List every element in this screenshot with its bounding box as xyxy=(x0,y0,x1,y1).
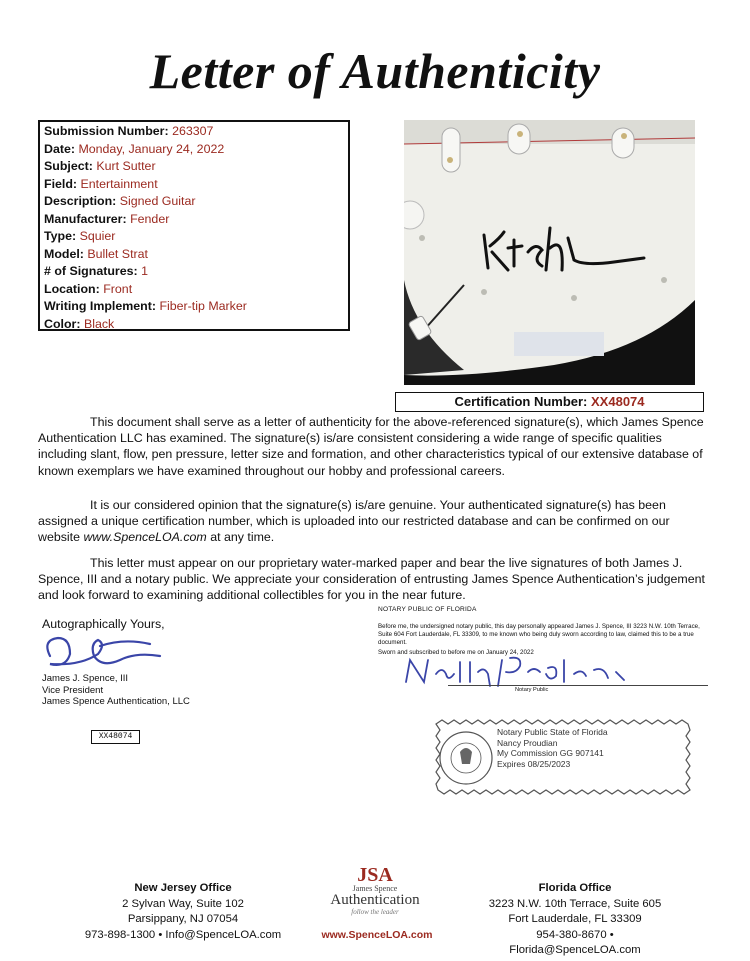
jsa-tagline: follow the leader xyxy=(351,908,399,916)
stamp-line-3: My Commission GG 907141 xyxy=(497,748,604,759)
spence-signature xyxy=(40,626,170,674)
signer-company: James Spence Authentication, LLC xyxy=(42,696,190,707)
info-label: Submission Number: xyxy=(44,124,169,138)
info-label: Color: xyxy=(44,316,81,331)
info-value: Entertainment xyxy=(80,176,158,191)
opinion-text: It is our considered opinion that the signature(s) is/are genuine. Your authenticated signature(s) has been assigned a unique certification number, which is uploaded into our restricted database and can be confirmed on our website xyxy=(38,498,670,545)
info-label: Location: xyxy=(44,281,100,296)
notary-sworn-date: Sworn and subscribed to before me on January 24, 2022 xyxy=(378,649,534,656)
notary-statement: Before me, the undersigned notary public, this day personally appeared James J. Spence, III 3223 N.W. 10th Terrace, Suite 604 Fort Lauderdale, FL 33309, to me known who being duly sworn according to law, claimed this to be a true document. xyxy=(378,623,700,647)
page-title: Letter of Authenticity xyxy=(149,43,601,99)
info-label: Subject: xyxy=(44,159,93,173)
authenticity-paragraph: This document shall serve as a letter of authenticity for the above-referenced signature(s), which James Spence Authentication LLC has examined. The signature(s) is/are consistent considering a wide range of specific qualities including slant, flow, pen pressure, letter size and formation, and other characteristics typical of our extensive database of known exemplars we have examined throughout our hobby and professional careers. xyxy=(38,415,704,478)
notary-signature-line xyxy=(448,685,708,686)
info-row xyxy=(44,246,344,264)
fl-office-head: Florida Office xyxy=(538,882,612,894)
info-value: Fender xyxy=(130,211,170,226)
nj-office-head: New Jersey Office xyxy=(134,882,232,894)
info-label: Manufacturer: xyxy=(44,211,127,226)
certification-number: XX48074 xyxy=(591,394,645,409)
stamp-line-2: Nancy Proudian xyxy=(497,737,558,748)
stamp-line-1: Notary Public State of Florida xyxy=(497,727,608,737)
opinion-paragraph xyxy=(38,497,710,546)
info-value: 263307 xyxy=(172,124,214,138)
fl-contact: 954-380-8670 • Florida@SpenceLOA.com xyxy=(509,928,641,956)
certification-sticker: XX48074 xyxy=(91,730,140,744)
info-row xyxy=(44,176,344,194)
info-row xyxy=(44,211,344,229)
info-row xyxy=(44,123,344,141)
opinion-text-end: at any time. xyxy=(206,530,275,545)
signature-block xyxy=(42,673,190,708)
closing-line: Autographically Yours, xyxy=(42,617,165,631)
certification-number-box xyxy=(395,392,704,412)
info-value: Fiber-tip Marker xyxy=(159,299,247,313)
info-row xyxy=(44,281,344,299)
jsa-line-1: James Spence xyxy=(352,884,398,893)
jsa-abbr: JSA xyxy=(357,864,393,886)
notary-header: NOTARY PUBLIC OF FLORIDA xyxy=(378,606,477,613)
signed-guitar-photo xyxy=(404,120,695,385)
guitar-image xyxy=(404,120,695,385)
info-label: Model: xyxy=(44,246,84,261)
jsa-logo xyxy=(305,866,445,938)
submission-info-box xyxy=(38,120,350,331)
info-label: Field: xyxy=(44,176,78,191)
jsa-website-link[interactable]: www.SpenceLOA.com xyxy=(321,929,433,941)
info-value: Bullet Strat xyxy=(87,246,148,261)
info-value: Squier xyxy=(79,229,116,243)
signer-name: James J. Spence, III xyxy=(42,673,129,684)
stamp-line-4: Expires 08/25/2023 xyxy=(497,758,571,769)
fl-address-1: 3223 N.W. 10th Terrace, Suite 605 xyxy=(488,897,662,910)
fl-office xyxy=(470,881,680,959)
info-row xyxy=(44,193,344,211)
info-row xyxy=(44,263,344,281)
nj-address-2: Parsippany, NJ 07054 xyxy=(127,913,239,925)
info-value: Monday, January 24, 2022 xyxy=(78,141,225,156)
nj-address-1: 2 Sylvan Way, Suite 102 xyxy=(122,897,244,910)
info-row xyxy=(44,158,344,176)
fl-address-2: Fort Lauderdale, FL 33309 xyxy=(508,913,642,925)
info-label: Type: xyxy=(44,229,77,243)
info-value: Kurt Sutter xyxy=(96,159,156,173)
info-value: Front xyxy=(103,281,133,296)
info-value: Signed Guitar xyxy=(119,194,196,208)
info-row xyxy=(44,298,344,316)
info-value: Black xyxy=(83,316,115,331)
info-row xyxy=(44,141,344,159)
watermark-paragraph: This letter must appear on our proprietary water-marked paper and bear the live signatures of both James J. Spence, III and a notary public. We appreciate your consideration of entrusting James Spence Authentication’s judgement and look forward to examining additional collectibles for you in the near future. xyxy=(38,556,705,603)
info-value: 1 xyxy=(141,264,148,278)
nj-contact: 973-898-1300 • Info@SpenceLOA.com xyxy=(84,928,282,941)
notary-public-label: Notary Public xyxy=(515,687,549,693)
info-label: Date: xyxy=(44,141,75,156)
info-label: # of Signatures: xyxy=(44,264,138,278)
info-label: Description: xyxy=(44,194,117,208)
info-row xyxy=(44,228,344,246)
info-label: Writing Implement: xyxy=(44,299,156,313)
certification-label: Certification Number: xyxy=(454,394,588,409)
info-row xyxy=(44,316,344,334)
signer-role: Vice President xyxy=(42,684,104,696)
website-link[interactable]: www.SpenceLOA.com xyxy=(83,530,207,545)
notary-stamp-text xyxy=(497,727,608,769)
nj-office xyxy=(83,881,283,943)
jsa-line-2: Authentication xyxy=(330,892,420,908)
